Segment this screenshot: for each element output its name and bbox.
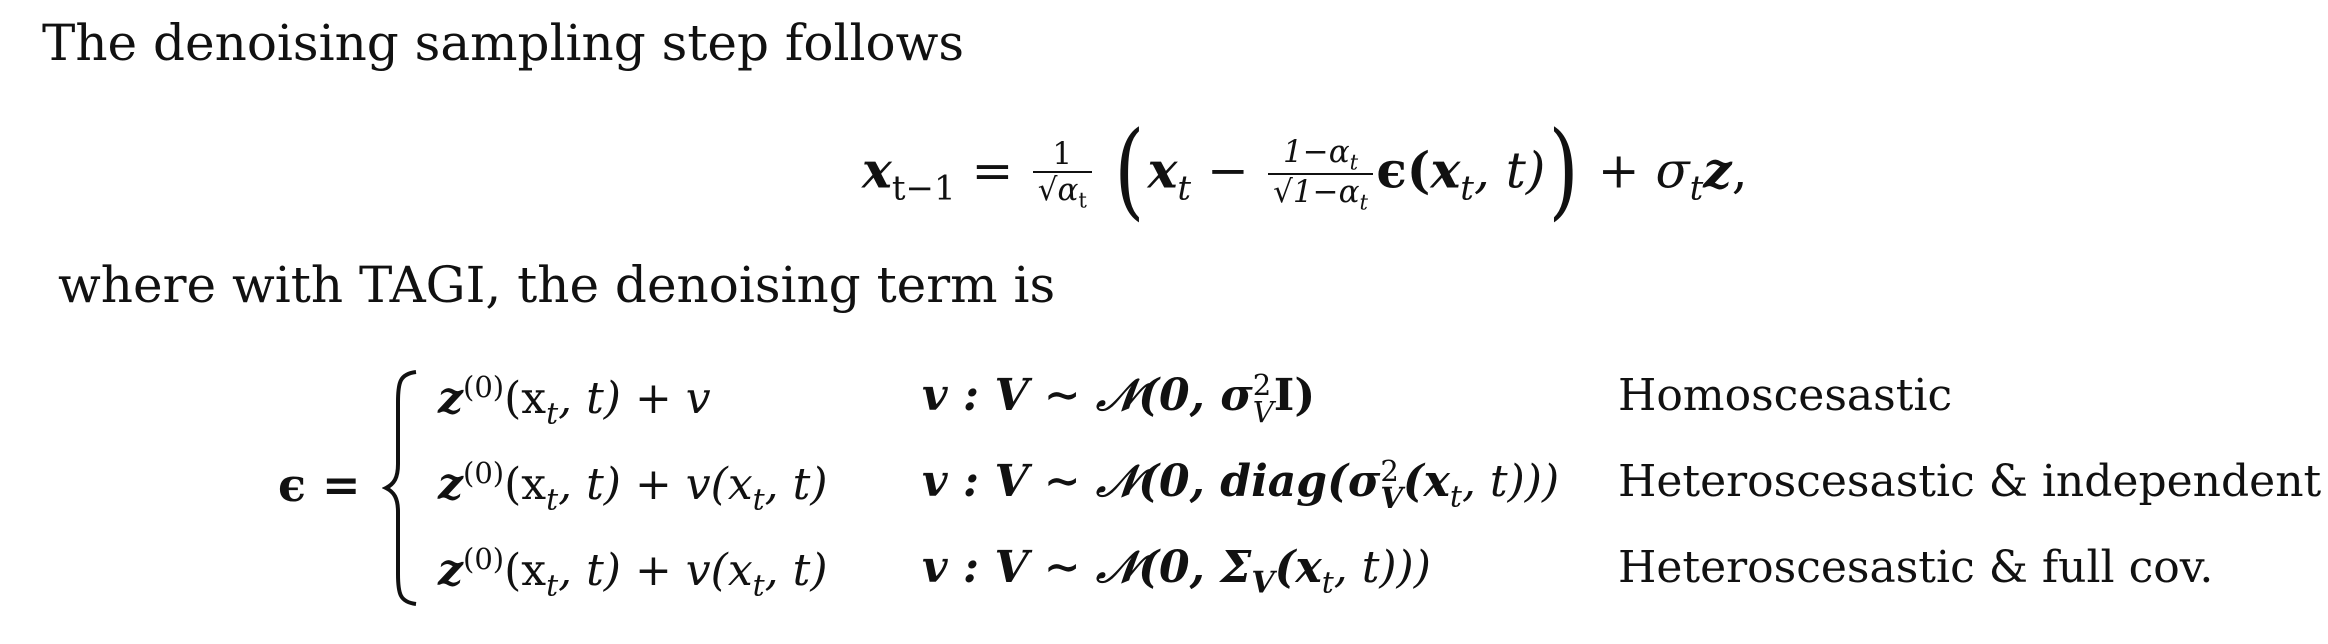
case-row-1-cond: v : V ∼ 𝒩(0, σ 2 V I)	[922, 368, 1316, 429]
x-var: x	[862, 140, 892, 200]
case-row-3-expr: $z^{(0)}(x_t$, $t) + v(x_t$, t)	[438, 542, 828, 604]
epsilon-term: ϵ(	[1376, 140, 1431, 200]
epsilon-lhs: ϵ =	[278, 458, 361, 512]
fraction-numerator: $1-\alpha_t$	[1268, 135, 1372, 176]
fraction-one-over-sqrt-alpha	[1033, 137, 1091, 213]
left-brace	[382, 368, 422, 608]
right-paren: )	[1548, 110, 1579, 232]
case-row-3-cond: v : V ∼ 𝒩(0, $\Sigma_V(x_t$, t)))	[922, 542, 1431, 601]
z-var: z	[1703, 140, 1732, 200]
sigma-term: + σ	[1597, 141, 1690, 200]
fraction-denominator: $√\alpha_t$	[1037, 171, 1087, 213]
case-row-1-label: Homoscesastic	[1618, 370, 1953, 421]
equals-sign: =	[971, 141, 1014, 200]
sampling-equation: $x_{t-1}$ = $\frac{1}{√\alpha_t}$ ($x_t$ − $\frac{1-\alpha_t}{√1-\alpha_t}$ $\epsilon(x_t$, $t)) + \sigma_tz$,	[862, 110, 1748, 232]
case-row-1-expr: $z^{(0)}(x_t$, t) + v	[438, 370, 711, 432]
fraction-numerator: 1	[1033, 137, 1091, 173]
subscript: t−1	[891, 168, 956, 209]
epsilon-args: , t)	[1473, 141, 1546, 200]
case-row-2-expr: $z^{(0)}(x_t$, $t) + v(x_t$, t)	[438, 456, 828, 518]
left-paren: (	[1114, 110, 1145, 232]
minus-sign: −	[1206, 141, 1249, 200]
case-row-3-label: Heteroscesastic & full cov.	[1618, 542, 2214, 593]
x-var: x	[1147, 140, 1178, 200]
case-row-2-label: Heteroscesastic & independent	[1618, 456, 2322, 507]
where-text: where with TAGI, the denoising term is	[58, 256, 1056, 314]
subscript: t	[1177, 168, 1192, 209]
case-row-2-cond: v : V ∼ 𝒩(0, diag(σ 2 V ($x_t$, t)))	[922, 454, 1560, 515]
fraction-denominator: $√1-\alpha_t$	[1273, 174, 1368, 215]
intro-text: The denoising sampling step follows	[42, 14, 965, 72]
fraction-alpha	[1268, 135, 1372, 215]
